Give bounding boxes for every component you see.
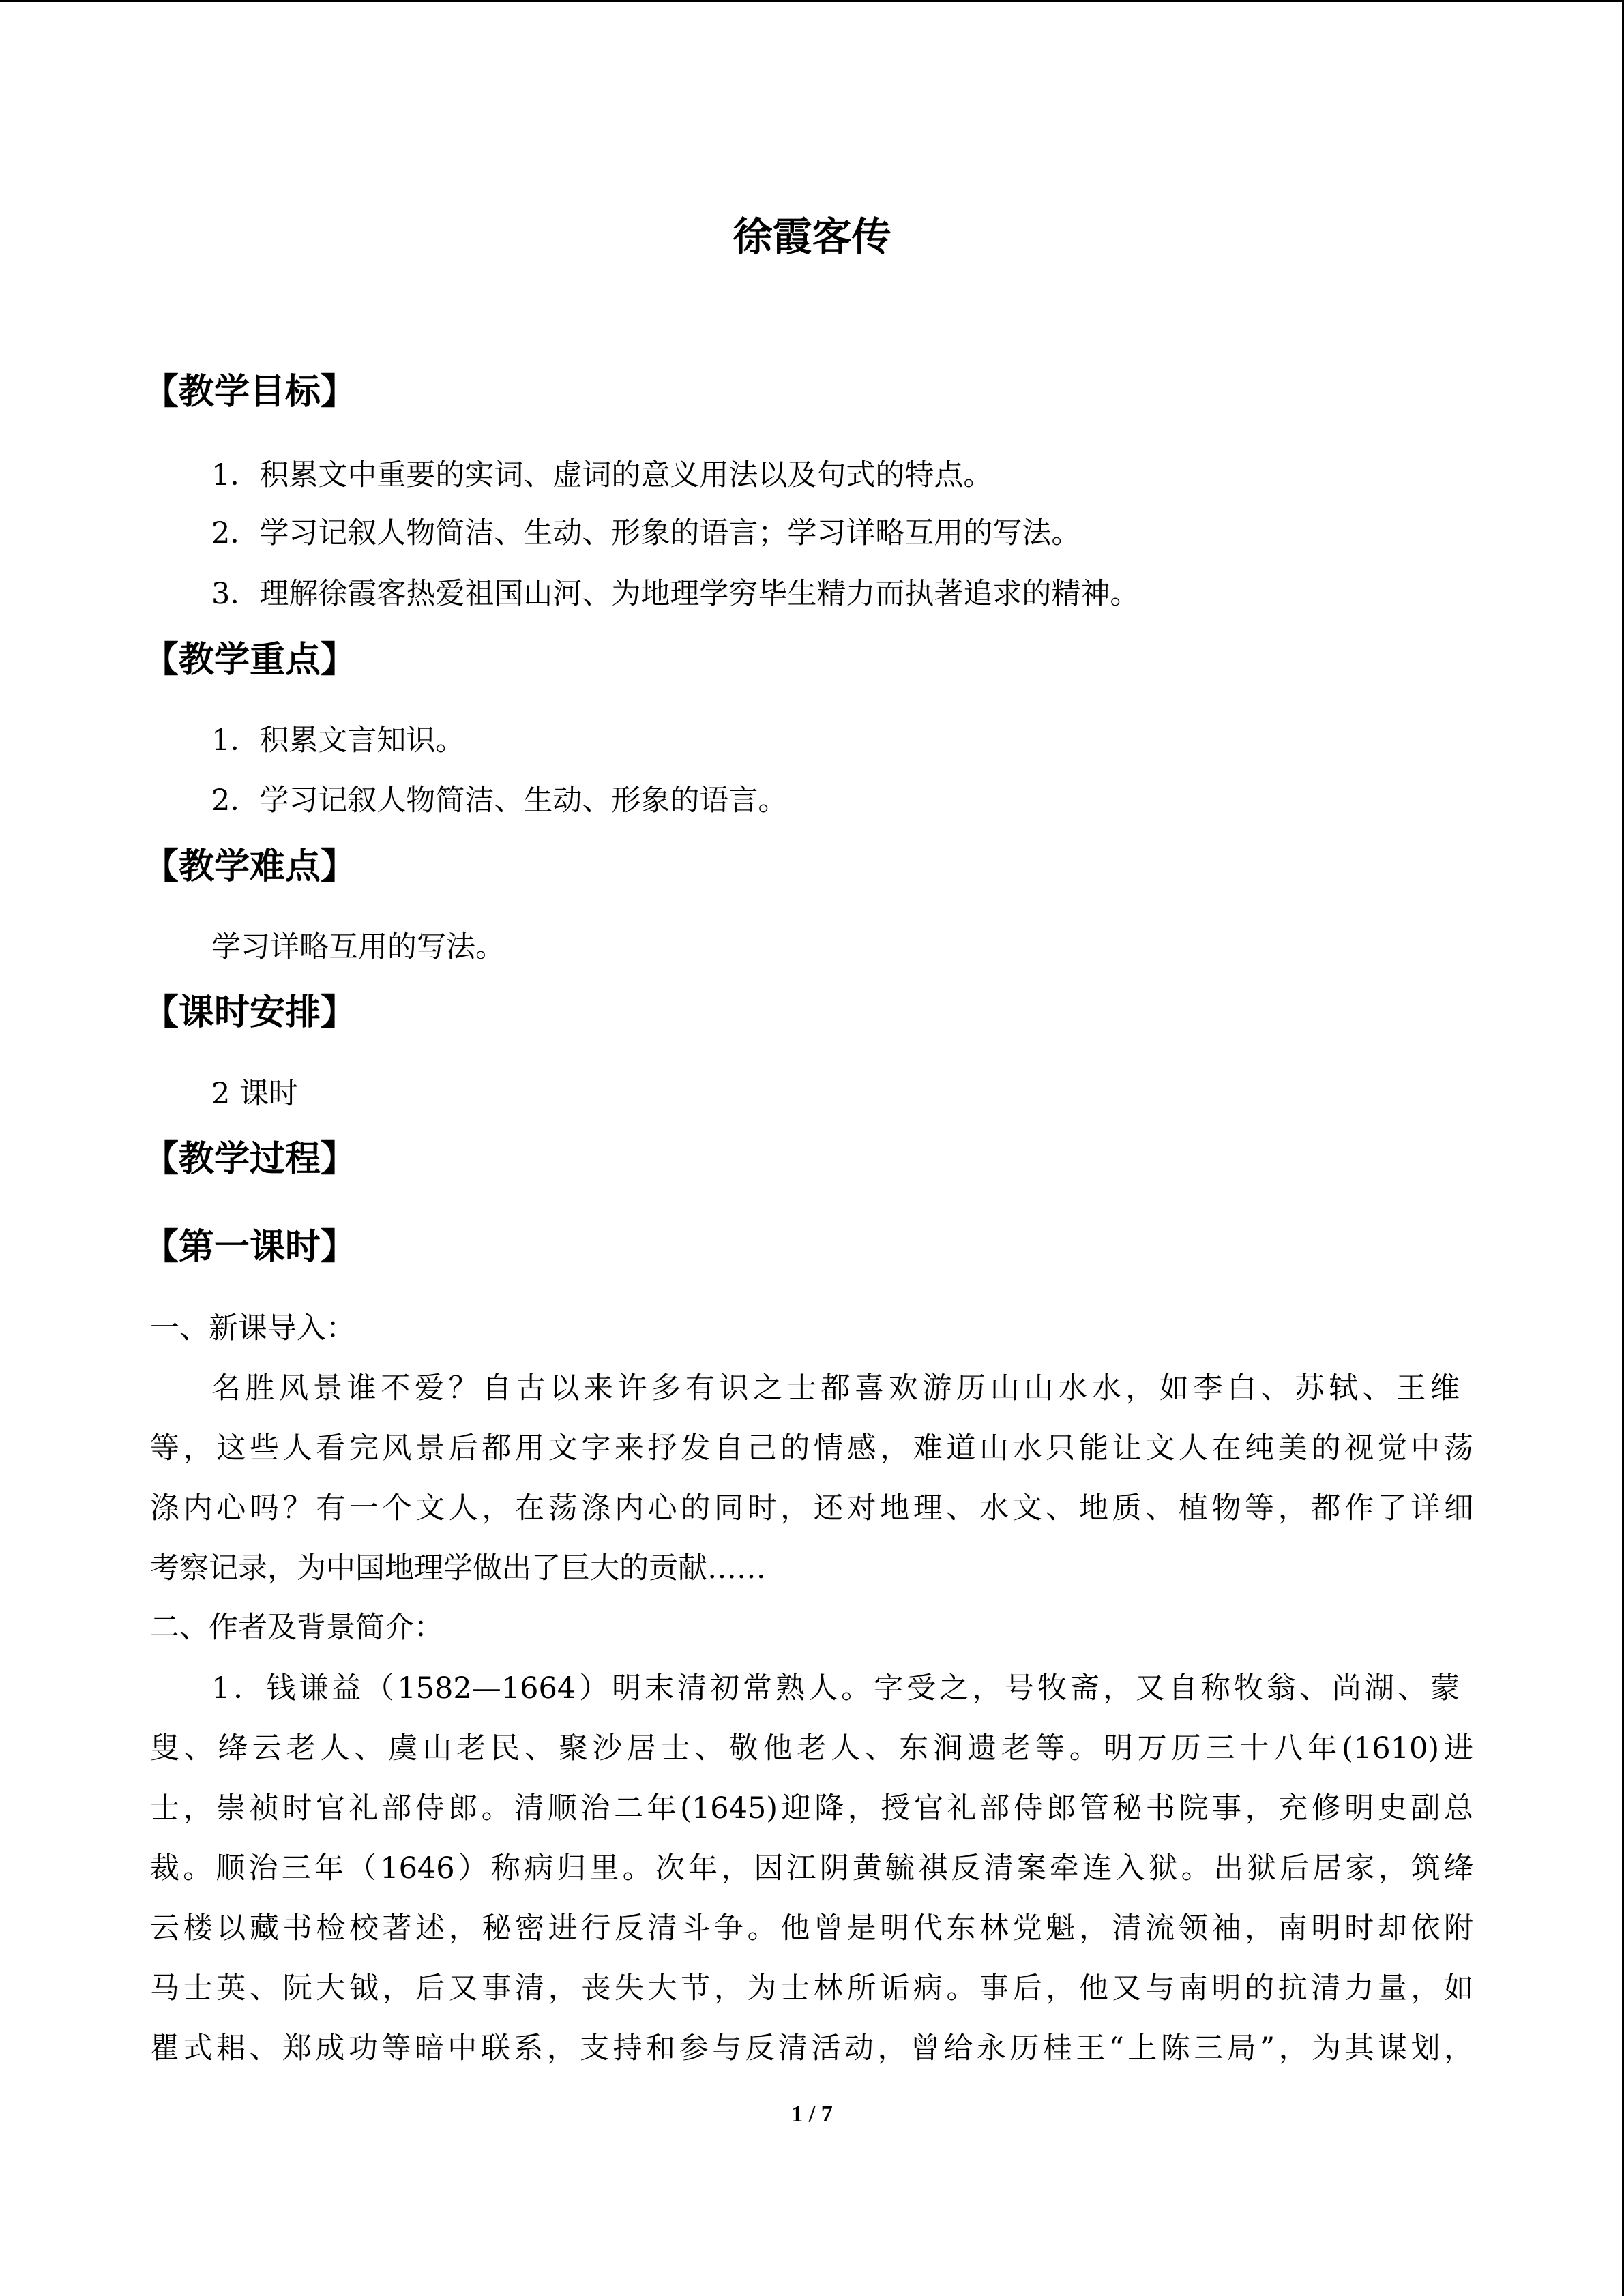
heading-key-points: 【教学重点】: [143, 640, 357, 681]
paragraph-line: 士，崇祯时官礼部侍郎。清顺治二年(1645)迎降，授官礼部侍郎管秘书院事，充修明史副总: [150, 1791, 1473, 1825]
difficulty-text: 学习详略互用的写法。: [211, 930, 505, 964]
page-number: 1 / 7: [791, 2102, 833, 2127]
paragraph-line: 1．钱谦益（1582—1664）明末清初常熟人。字受之，号牧斋，又自称牧翁、尚湖、蒙: [211, 1671, 1460, 1705]
key-item: 2．学习记叙人物简洁、生动、形象的语言。: [211, 784, 788, 818]
heading-goals: 【教学目标】: [143, 372, 357, 413]
heading-schedule: 【课时安排】: [143, 992, 357, 1033]
paragraph-line: 云楼以藏书检校著述，秘密进行反清斗争。他曾是明代东林党魁，清流领袖，南明时却依附: [150, 1911, 1473, 1945]
paragraph-line: 马士英、阮大钺，后又事清，丧失大节，为士林所诟病。事后，他又与南明的抗清力量，如: [150, 1971, 1473, 2006]
heading-lesson-1: 【第一课时】: [143, 1227, 357, 1268]
schedule-text: 2 课时: [211, 1077, 299, 1111]
paragraph-line: 考察记录，为中国地理学做出了巨大的贡献……: [150, 1551, 766, 1585]
top-border: [0, 0, 1624, 2]
paragraph-line: 等，这些人看完风景后都用文字来抒发自己的情感，难道山水只能让文人在纯美的视觉中荡: [150, 1431, 1473, 1465]
paragraph-line: 涤内心吗？有一个文人，在荡涤内心的同时，还对地理、水文、地质、植物等，都作了详细: [150, 1491, 1473, 1525]
goal-item: 2．学习记叙人物简洁、生动、形象的语言；学习详略互用的写法。: [211, 516, 1081, 550]
key-item: 1．积累文言知识。: [211, 724, 465, 758]
paragraph-line: 裁。顺治三年（1646）称病归里。次年，因江阴黄毓祺反清案牵连入狱。出狱后居家，筑绛: [150, 1851, 1473, 1885]
paragraph-line: 瞿式耜、郑成功等暗中联系，支持和参与反清活动，曾给永历桂王“上陈三局”，为其谋划，: [150, 2031, 1473, 2066]
page-title: 徐霞客传: [733, 213, 891, 260]
goal-item: 3．理解徐霞客热爱祖国山河、为地理学穷毕生精力而执著追求的精神。: [211, 577, 1140, 611]
paragraph-line: 名胜风景谁不爱？自古以来许多有识之士都喜欢游历山山水水，如李白、苏轼、王维: [211, 1371, 1460, 1405]
author-label: 二、作者及背景简介：: [150, 1611, 443, 1645]
intro-label: 一、新课导入：: [150, 1311, 355, 1345]
paragraph-line: 叟、绛云老人、虞山老民、聚沙居士、敬他老人、东涧遗老等。明万历三十八年(1610)进: [150, 1731, 1473, 1765]
heading-process: 【教学过程】: [143, 1139, 357, 1180]
heading-difficulties: 【教学难点】: [143, 846, 357, 887]
goal-item: 1．积累文中重要的实词、虚词的意义用法以及句式的特点。: [211, 458, 993, 492]
